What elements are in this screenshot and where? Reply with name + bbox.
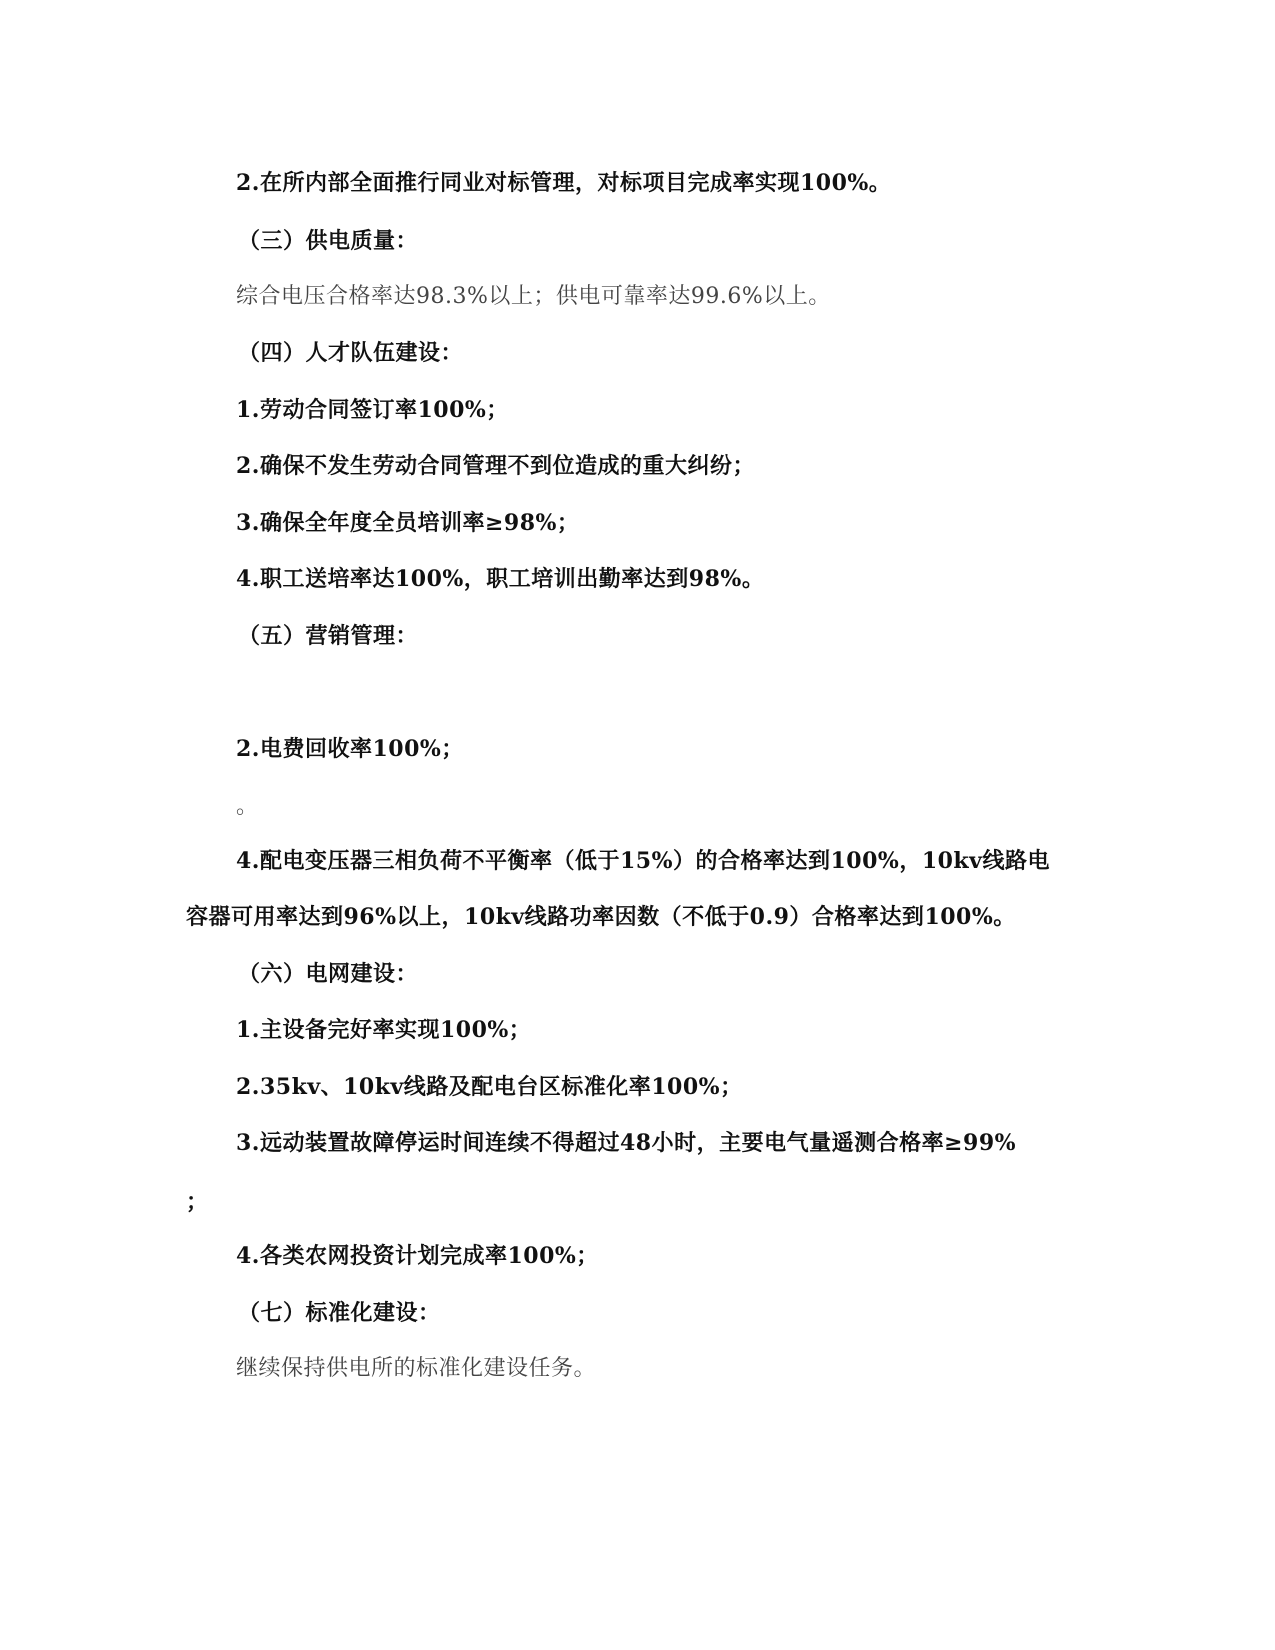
section-heading-grid: （六）电网建设：: [238, 961, 419, 987]
paragraph-voltage-reliability: 综合电压合格率达98.3%以上；供电可靠率达99.6%以上。: [236, 284, 831, 309]
paragraph-standardization-task: 继续保持供电所的标准化建设任务。: [236, 1356, 597, 1381]
list-item-telecontrol-line2: ；: [186, 1189, 209, 1215]
stray-period: 。: [236, 794, 259, 819]
list-item-telecontrol-line1: 3.远动装置故障停运时间连续不得超过48小时，主要电气量遥测合格率≥99%: [236, 1130, 1017, 1156]
list-item-labor-contract: 1.劳动合同签订率100%；: [236, 397, 509, 423]
list-item-equipment: 1.主设备完好率实现100%；: [236, 1017, 532, 1043]
list-item-training-attendance: 4.职工送培率达100%，职工培训出勤率达到98%。: [236, 566, 765, 592]
section-heading-standardization: （七）标准化建设：: [238, 1300, 441, 1326]
section-heading-power-quality: （三）供电质量：: [238, 228, 419, 254]
section-heading-talent: （四）人才队伍建设：: [238, 340, 464, 366]
list-item-investment: 4.各类农网投资计划完成率100%；: [236, 1243, 599, 1269]
section-heading-marketing: （五）营销管理：: [238, 623, 419, 649]
list-item-transformer-line1: 4.配电变压器三相负荷不平衡率（低于15%）的合格率达到100%，10kv线路电: [236, 848, 1050, 874]
list-item-fee-recovery: 2.电费回收率100%；: [236, 736, 464, 762]
list-item-standardization-rate: 2.35kv、10kv线路及配电台区标准化率100%；: [236, 1074, 743, 1100]
paragraph-benchmarking: 2.在所内部全面推行同业对标管理，对标项目完成率实现100%。: [236, 170, 892, 196]
list-item-training-rate: 3.确保全年度全员培训率≥98%；: [236, 510, 580, 536]
list-item-no-disputes: 2.确保不发生劳动合同管理不到位造成的重大纠纷；: [236, 453, 755, 479]
list-item-transformer-line2: 容器可用率达到96%以上，10kv线路功率因数（不低于0.9）合格率达到100%。: [186, 904, 1016, 930]
